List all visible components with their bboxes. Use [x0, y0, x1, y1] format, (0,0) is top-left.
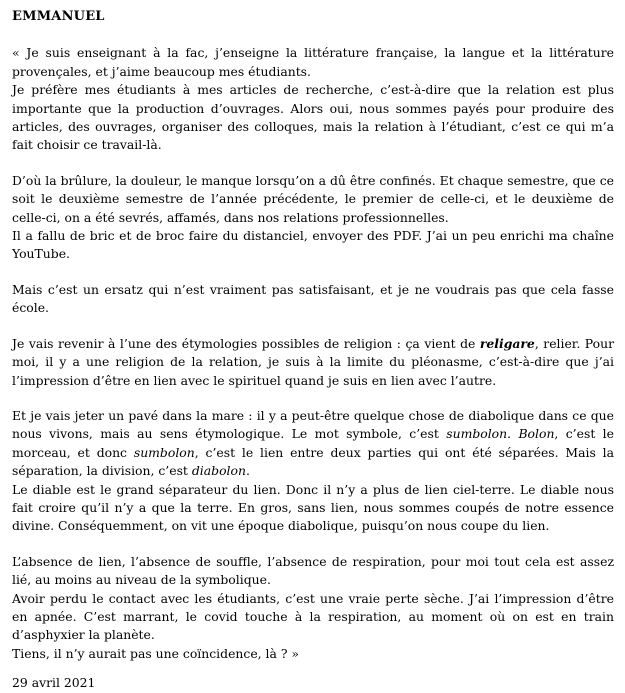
- paragraph-symbole: Et je vais jeter un pavé dans la mare : il y a peut-être quelque chose de diabolique dans ce que nous vivons, mais au sens étymologique. Le mot symbole, c’est sumbolon. Bolon, c’est le morceau, et donc sumbolon, c’est le lien entre deux parties qui ont été séparées. Mais la séparation, la division, c’est diabolon.: [12, 407, 614, 479]
- paragraph-gap: [12, 536, 614, 553]
- paragraph-distanciel: Il a fallu de bric et de broc faire du distanciel, envoyer des PDF. J’ai un peu enrichi ma chaîne YouTube.: [12, 228, 614, 262]
- paragraph-coincidence: Tiens, il n’y aurait pas une coïncidence, là ? »: [12, 645, 299, 661]
- paragraph-absence: L’absence de lien, l’absence de souffle, l’absence de respiration, pour moi tout cela est assez lié, au moins au niveau de la symbolique.: [12, 553, 614, 588]
- document-page: [12, 8, 614, 693]
- paragraph-ersatz: Mais c’est un ersatz qui n’est vraiment pas satisfaisant, et je ne voudrais pas que cela fasse école.: [12, 281, 614, 316]
- paragraph-confinement: D’où la brûlure, la douleur, le manque lorsqu’on a dû être confinés. Et chaque semestre, que ce soit le deuxième semestre de l’année précédente, le premier de celle-ci, et le deuxième de celle-ci, on a été sevrés, affamés, dans nos relations professionnelles.: [12, 172, 614, 225]
- paragraph-gap: [12, 264, 614, 281]
- paragraph-intro: « Je suis enseignant à la fac, j’enseigne la littérature française, la langue et la littérature provençales, et j’aime beaucoup mes étudiants.: [12, 45, 614, 79]
- document-date: 29 avril 2021: [12, 675, 96, 691]
- paragraph-preference: Je préfère mes étudiants à mes articles de recherche, c’est-à-dire que la relation est plus importante que la production d’ouvrages. Alors oui, nous sommes payés pour produire des articles, des ouvrages, organiser des colloques, mais la relation à l’étudiant, c’est ce qui m’a fait choisir ce travail-là.: [12, 82, 614, 153]
- paragraph-diable: Le diable est le grand séparateur du lien. Donc il n’y a plus de lien ciel-terre. Le diable nous fait croire qu’il n’y a que la terre. En gros, sans lien, nous sommes coupés de notre essence divine. Conséquemment, on vit une époque diabolique, puisqu’on nous coupe du lien.: [12, 481, 614, 534]
- paragraph-gap: [12, 390, 614, 407]
- paragraph-religion: Je vais revenir à l’une des étymologies possibles de religion : ça vient de religare, relier. Pour moi, il y a une religion de la relation, je suis à la limite du pléonasme, c’est-à-dire que j’ai l’impression d’être en lien avec le spirituel quand je suis en lien avec l’autre.: [12, 335, 615, 388]
- paragraph-apnee: Avoir perdu le contact avec les étudiants, c’est une vraie perte sèche. J’ai l’impression d’être en apnée. C’est marrant, le covid touche à la respiration, au moment où on est en train d’asphyxier la planète.: [12, 590, 614, 643]
- document-title: EMMANUEL: [12, 9, 105, 24]
- paragraph-gap: [12, 155, 614, 172]
- paragraph-gap: [12, 318, 614, 335]
